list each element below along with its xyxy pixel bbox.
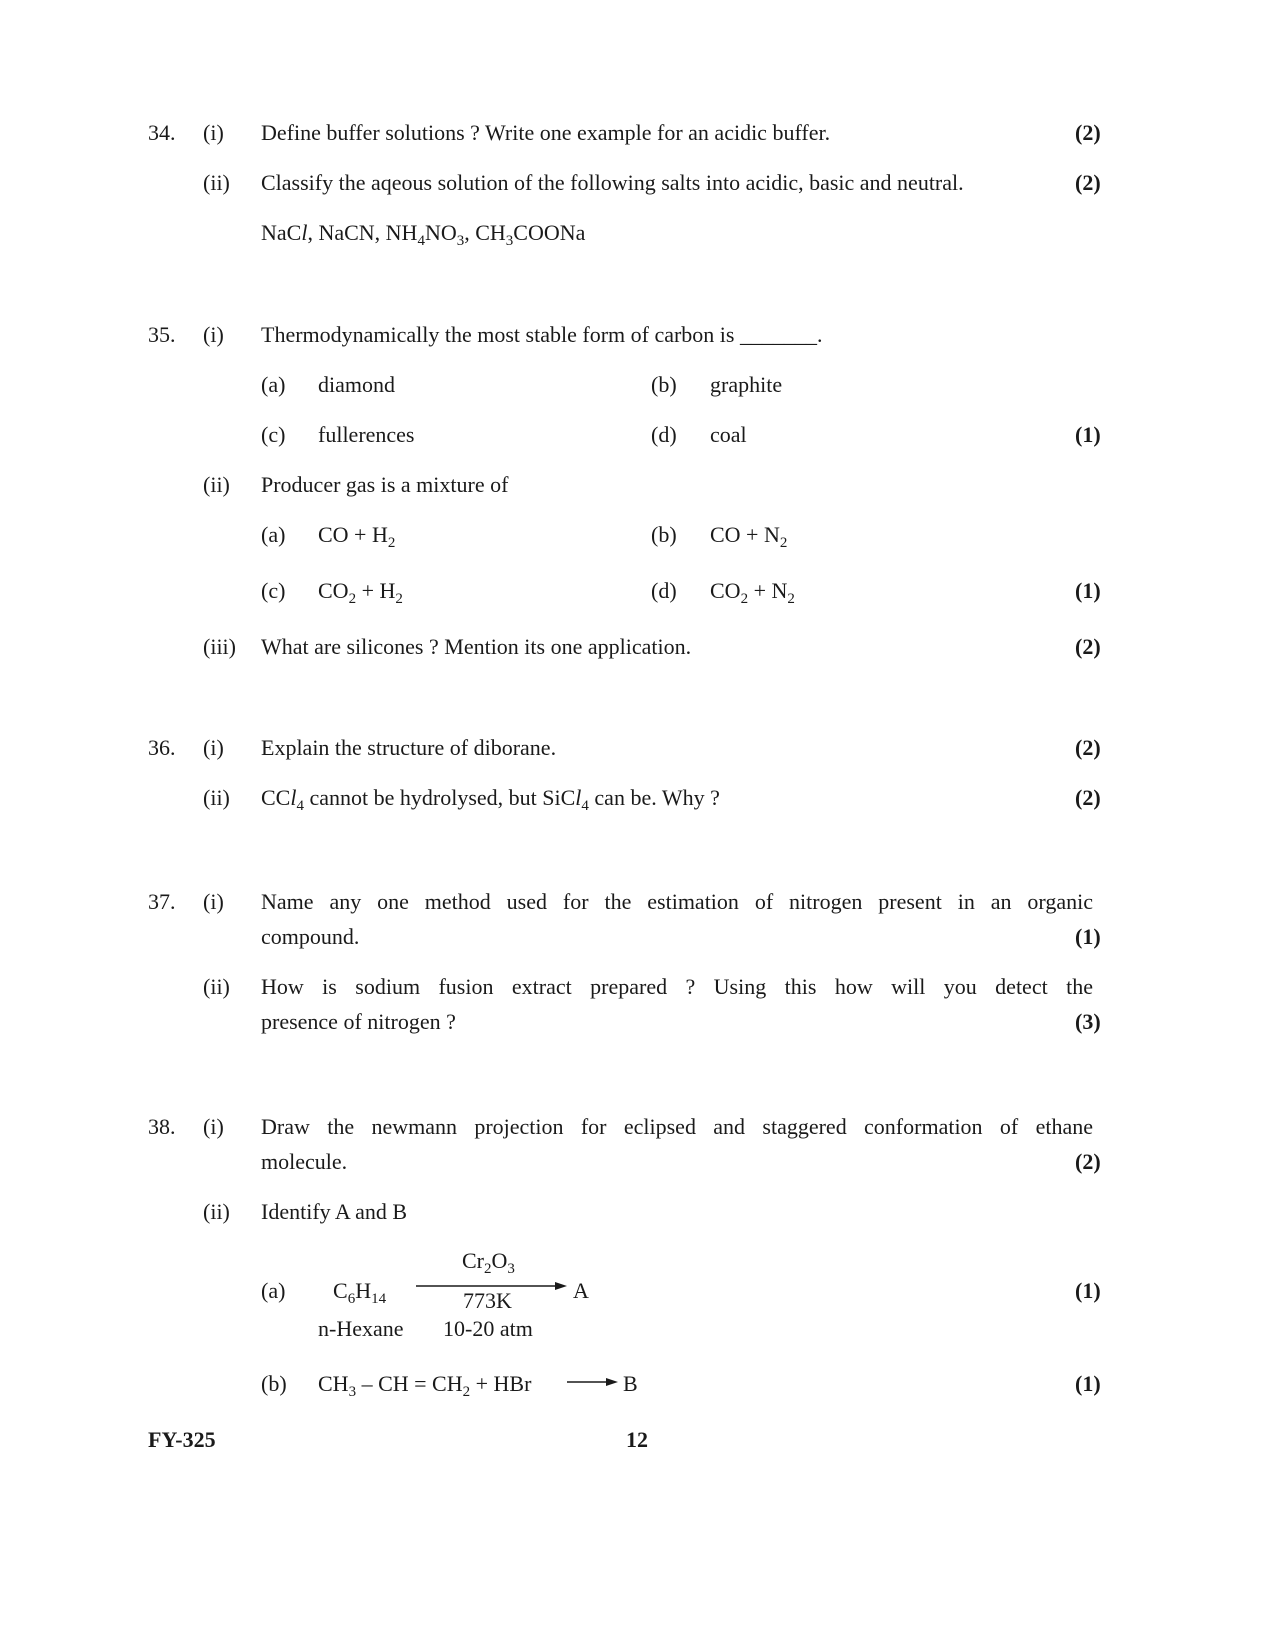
q35-iii-marks: (2) [1075,634,1101,659]
q36-ii-marks: (2) [1075,785,1101,810]
q35-i-marks: (1) [1075,422,1101,447]
option-label: (c) [261,578,286,603]
q34-i-marks: (2) [1075,120,1101,145]
option-text: fullerences [318,422,415,447]
q34-i-label: (i) [203,120,224,145]
q35-ii-marks: (1) [1075,578,1101,603]
product-b: B [623,1371,638,1396]
q36-i-label: (i) [203,735,224,760]
q37-ii-line1: How is sodium fusion extract prepared ? Using this how will you detect the [261,974,1093,999]
reaction-b-label: (b) [261,1371,287,1396]
option-text: $CO_2 + H_2$ [318,578,403,607]
reactant-formula: $C_6H_{14}$ [333,1278,387,1307]
q37-ii-marks: (3) [1075,1009,1101,1034]
option-label: (d) [651,422,677,447]
option-label: (b) [651,372,677,397]
q37-i-line2: compound. [261,924,360,949]
paper-code: FY-325 [148,1427,216,1452]
temperature-label: 773K [463,1288,512,1313]
q37-ii-label: (ii) [203,974,230,999]
q38-b-marks: (1) [1075,1371,1101,1396]
reaction-b-equation: $CH_3$ – CH = $CH_2$ + HBr [318,1371,532,1400]
q37-ii-line2: presence of nitrogen ? [261,1009,456,1034]
q38-ii-label: (ii) [203,1199,230,1224]
product-a: A [573,1278,589,1303]
q38-i-line2: molecule. [261,1149,348,1174]
reactant-name: n-Hexane [318,1316,404,1341]
q37-i-label: (i) [203,889,224,914]
q34-number: 34. [148,120,176,145]
q35-ii-text: Producer gas is a mixture of [261,472,509,497]
q38-ii-text: Identify A and B [261,1199,408,1224]
q34-ii-text: Classify the aqeous solution of the following salts into acidic, basic and neutral. [261,170,964,195]
q35-i-text: Thermodynamically the most stable form of carbon is _______. [261,322,823,347]
option-text: coal [710,422,747,447]
q37-number: 37. [148,889,176,914]
q37-i-line1: Name any one method used for the estimation of nitrogen present in an organic [261,889,1093,914]
option-text: CO + $H_2$ [318,522,396,551]
option-text: graphite [710,372,783,397]
q36-i-text: Explain the structure of diborane. [261,735,557,760]
q38-i-line1: Draw the newmann projection for eclipsed and staggered conformation of ethane [261,1114,1093,1139]
page-number: 12 [626,1427,648,1452]
catalyst-label: $Cr_2O_3$ [462,1248,515,1277]
option-label: (a) [261,522,286,547]
q38-a-marks: (1) [1075,1278,1101,1303]
q34-ii-marks: (2) [1075,170,1101,195]
q35-ii-label: (ii) [203,472,230,497]
option-text: CO + $N_2$ [710,522,788,551]
option-label: (b) [651,522,677,547]
q38-i-label: (i) [203,1114,224,1139]
option-text: diamond [318,372,395,397]
q34-salts: NaCl, NaCN, $NH_4NO_3$, $CH_3COONa$ [261,220,586,249]
q38-i-marks: (2) [1075,1149,1101,1174]
q35-number: 35. [148,322,176,347]
option-label: (a) [261,372,286,397]
q35-iii-text: What are silicones ? Mention its one application. [261,634,692,659]
q35-i-label: (i) [203,322,224,347]
q36-i-marks: (2) [1075,735,1101,760]
q36-number: 36. [148,735,176,760]
option-label: (c) [261,422,286,447]
q36-ii-label: (ii) [203,785,230,810]
q36-ii-text: CCl$_4$ cannot be hydrolysed, but SiCl$_4$ can be. Why ? [261,785,720,814]
reaction-arrow-b [567,1374,619,1390]
q37-i-marks: (1) [1075,924,1101,949]
pressure-label: 10-20 atm [443,1316,533,1341]
q35-iii-label: (iii) [203,634,236,659]
q34-i-text: Define buffer solutions ? Write one example for an acidic buffer. [261,120,831,145]
option-label: (d) [651,578,677,603]
option-text: $CO_2 + N_2$ [710,578,795,607]
reaction-a-label: (a) [261,1278,286,1303]
q38-number: 38. [148,1114,176,1139]
q34-ii-label: (ii) [203,170,230,195]
